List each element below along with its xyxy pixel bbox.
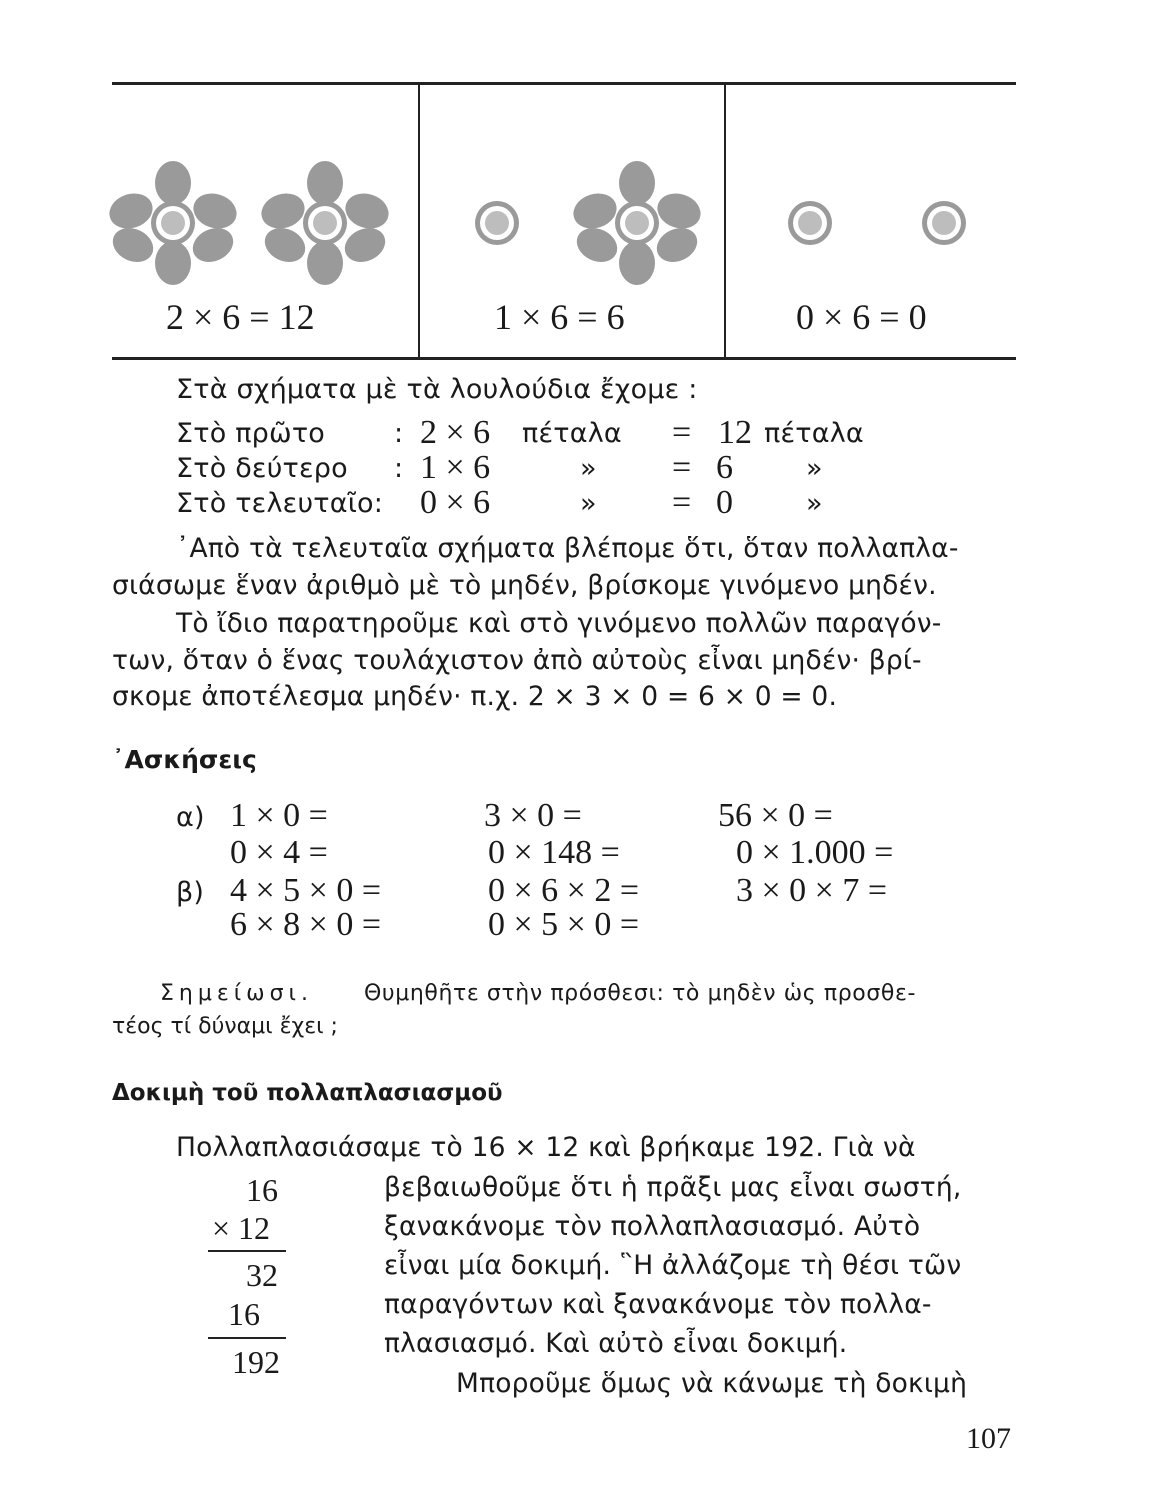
check-line: βεβαιωθοῦμε ὅτι ἡ πρᾶξι μας εἶναι σωστή, bbox=[384, 1172, 962, 1203]
intro-row-expr: 2 × 6 bbox=[420, 414, 491, 451]
flower-center-icon bbox=[914, 193, 974, 253]
paragraph-line: Τὸ ἴδιο παρατηροῦμε καὶ στὸ γινόμενο πολλῶν παραγόν- bbox=[176, 608, 942, 639]
intro-row-result: 0 bbox=[716, 484, 733, 521]
exercises-title: ᾽Ασκήσεις bbox=[112, 745, 257, 774]
exercise-item: 0 × 6 × 2 = bbox=[488, 872, 640, 909]
intro-row-unit: » bbox=[580, 488, 597, 519]
figure-divider-2 bbox=[724, 84, 726, 360]
intro-row-expr: 1 × 6 bbox=[420, 449, 491, 486]
exercise-item: 4 × 5 × 0 = bbox=[230, 872, 382, 909]
note-text: τέος τί δύναμι ἔχει ; bbox=[112, 1014, 338, 1039]
figure-bottom-rule bbox=[112, 357, 1016, 360]
intro-row-eq: = bbox=[672, 414, 692, 451]
intro-row-label: Στὸ δεύτερο bbox=[176, 453, 348, 484]
intro-row-eq: = bbox=[672, 484, 692, 521]
exercise-item: 0 × 4 = bbox=[230, 834, 328, 871]
flower-icon bbox=[108, 158, 238, 288]
intro-row-result: 6 bbox=[716, 449, 733, 486]
check-line: ξανακάνομε τὸν πολλαπλασιασμό. Αὐτὸ bbox=[384, 1211, 921, 1242]
exercise-item: 0 × 148 = bbox=[488, 834, 620, 871]
panel-equation: 1 × 6 = 6 bbox=[494, 297, 625, 337]
calc-multiplier: × 12 bbox=[212, 1210, 271, 1246]
exercise-label-a: α) bbox=[176, 802, 205, 833]
check-line: Πολλαπλασιάσαμε τὸ 16 × 12 καὶ βρήκαμε 192. Γιὰ νὰ bbox=[176, 1132, 916, 1163]
note-text: Θυμηθῆτε στὴν πρόσθεσι: τὸ μηδὲν ὡς προσθε- bbox=[364, 981, 916, 1006]
flower-center-icon bbox=[467, 193, 527, 253]
calc-rule bbox=[208, 1337, 286, 1339]
intro-row-unit: πέταλα bbox=[522, 418, 622, 449]
check-line: Μποροῦμε ὅμως νὰ κάνωμε τὴ δοκιμὴ bbox=[456, 1368, 968, 1399]
figure-top-rule bbox=[112, 82, 1016, 85]
exercise-item: 1 × 0 = bbox=[230, 797, 328, 834]
panel-equation: 0 × 6 = 0 bbox=[796, 297, 927, 337]
exercise-item: 6 × 8 × 0 = bbox=[230, 906, 382, 943]
calc-partial-product: 32 bbox=[246, 1257, 278, 1293]
intro-row-unit2: πέταλα bbox=[764, 418, 864, 449]
exercise-item: 56 × 0 = bbox=[718, 797, 833, 834]
intro-row-label: Στὸ τελευταῖο: bbox=[176, 488, 384, 519]
intro-row-unit2: » bbox=[806, 453, 823, 484]
calc-partial-product: 16 bbox=[228, 1296, 260, 1332]
intro-heading: Στὰ σχήματα μὲ τὰ λουλούδια ἔχομε : bbox=[176, 374, 698, 405]
intro-row-colon: : bbox=[394, 453, 404, 484]
exercise-item: 0 × 1.000 = bbox=[736, 834, 894, 871]
flower-center-icon bbox=[780, 193, 840, 253]
flower-icon bbox=[260, 158, 390, 288]
paragraph-line: σκομε ἀποτέλεσμα μηδέν· π.χ. 2 × 3 × 0 = 6 × 0 = 0. bbox=[112, 681, 838, 712]
intro-row-eq: = bbox=[672, 449, 692, 486]
calc-total: 192 bbox=[232, 1344, 280, 1380]
intro-row-label: Στὸ πρῶτο bbox=[176, 418, 325, 449]
exercise-item: 3 × 0 = bbox=[484, 797, 582, 834]
exercise-label-b: β) bbox=[176, 877, 205, 908]
calc-multiplicand: 16 bbox=[246, 1172, 278, 1208]
paragraph-line: των, ὅταν ὁ ἕνας τουλάχιστον ἀπὸ αὐτοὺς εἶναι μηδέν· βρί- bbox=[112, 645, 922, 676]
paragraph-line: ᾽Απὸ τὰ τελευταῖα σχήματα βλέπομε ὅτι, ὅταν πολλαπλα- bbox=[176, 533, 959, 564]
intro-row-unit2: » bbox=[806, 488, 823, 519]
flower-icon bbox=[572, 158, 702, 288]
panel-equation: 2 × 6 = 12 bbox=[166, 297, 315, 337]
figure-divider-1 bbox=[418, 84, 420, 360]
intro-row-colon: : bbox=[394, 418, 404, 449]
page-number: 107 bbox=[966, 1422, 1011, 1455]
paragraph-line: σιάσωμε ἕναν ἀριθμὸ μὲ τὸ μηδέν, βρίσκομε γινόμενο μηδέν. bbox=[112, 570, 937, 601]
check-line: εἶναι μία δοκιμή. ῝Η ἀλλάζομε τὴ θέσι τῶν bbox=[384, 1250, 962, 1281]
check-line: πλασιασμό. Καὶ αὐτὸ εἶναι δοκιμή. bbox=[384, 1328, 848, 1359]
exercise-item: 0 × 5 × 0 = bbox=[488, 906, 640, 943]
intro-row-unit: » bbox=[580, 453, 597, 484]
exercise-item: 3 × 0 × 7 = bbox=[736, 872, 888, 909]
intro-row-expr: 0 × 6 bbox=[420, 484, 491, 521]
check-title: Δοκιμὴ τοῦ πολλαπλασιασμοῦ bbox=[112, 1080, 503, 1106]
intro-row-result: 12 bbox=[718, 414, 752, 451]
note-label: Σημείωσι. bbox=[160, 981, 313, 1006]
calc-rule bbox=[208, 1250, 286, 1252]
check-line: παραγόντων καὶ ξανακάνομε τὸν πολλα- bbox=[384, 1289, 932, 1320]
